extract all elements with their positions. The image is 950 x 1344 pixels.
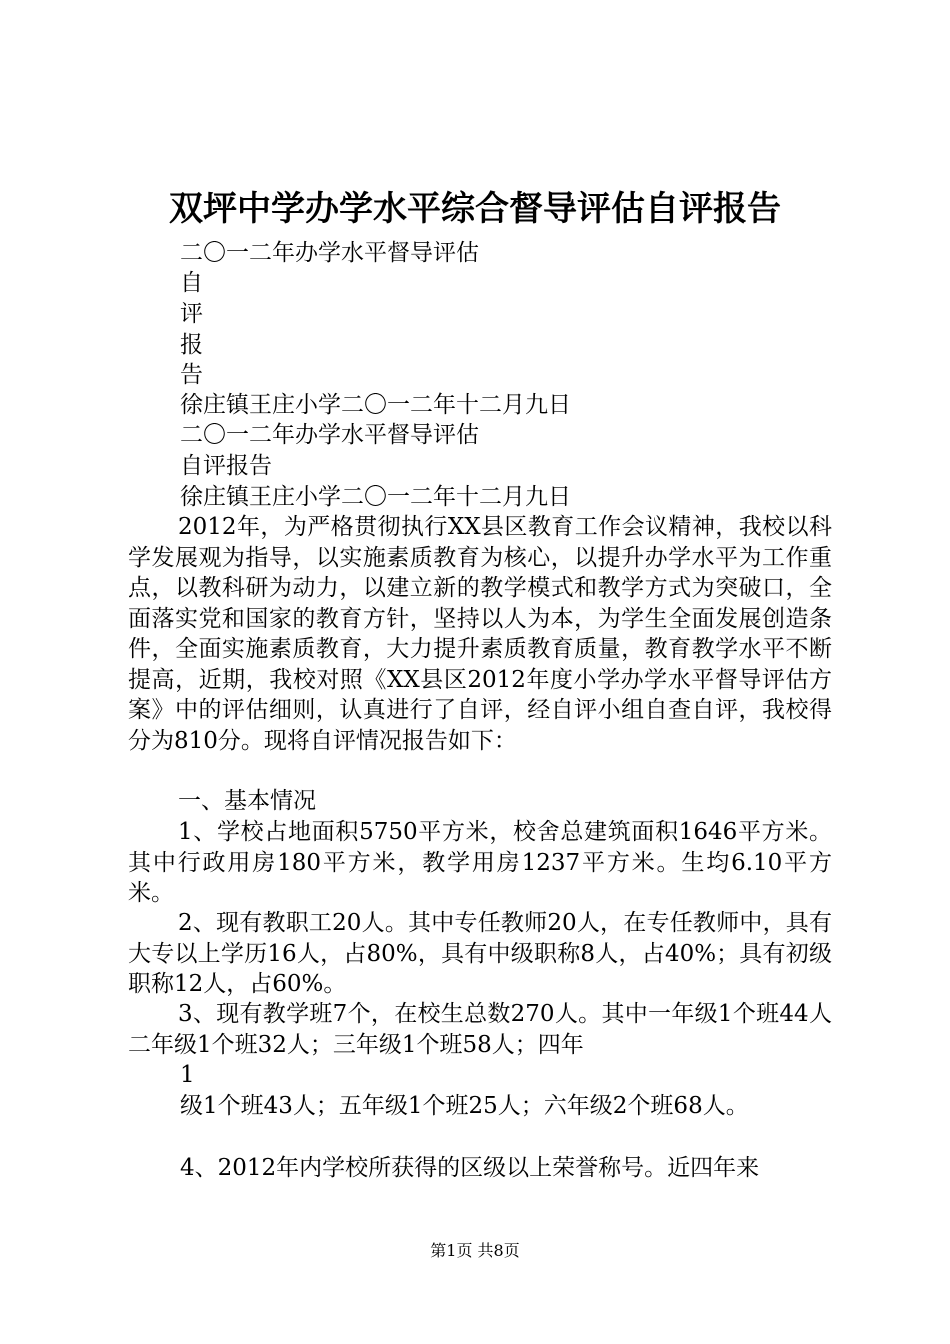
cover-line-3: 评 [180,301,203,327]
intro-paragraph: 2012年，为严格贯彻执行XX县区教育工作会议精神，我校以科学发展观为指导，以实施素质教育为核心，以提升办学水平为工作重点，以教科研为动力，以建立新的教学模式和教学方式为突破口，全面落实党和国家的教育方针，坚持以人为本，为学生全面发展创造条件，全面实施素质教育，大力提升素质教育质量，教育教学水平不断提高，近期，我校对照《XX县区2012年度小学办学水平督导评估方案》中的评估细则，认真进行了自评，经自评小组自查自评，我校得分为810分。现将自评情况报告如下： [128,514,832,754]
document-title: 双坪中学办学水平综合督导评估自评报告 [169,189,781,229]
cover-line-1: 二〇一二年办学水平督导评估 [180,240,479,266]
cover-line-6: 徐庄镇王庄小学二〇一二年十二月九日 [180,392,571,418]
cover-line-5: 告 [180,362,203,388]
cover-line-4: 报 [180,332,203,358]
page-marker: 1 [180,1062,195,1088]
cover-line-2: 自 [180,270,203,296]
cover-line-9: 徐庄镇王庄小学二〇一二年十二月九日 [180,484,571,510]
item-1-paragraph: 1、学校占地面积5750平方米，校舍总建筑面积1646平方米。其中行政用房180平方米，教学用房1237平方米。生均6.10平方米。 [128,819,832,906]
cover-line-8: 自评报告 [180,453,272,479]
item-4-paragraph: 4、2012年内学校所获得的区级以上荣誉称号。近四年来 [180,1155,760,1181]
cover-line-7: 二〇一二年办学水平督导评估 [180,422,479,448]
item-3-paragraph: 3、现有教学班7个，在校生总数270人。其中一年级1个班44人二年级1个班32人；三年级1个班58人；四年 [128,1001,832,1058]
page-footer: 第1页 共8页 [430,1241,520,1260]
item-3-continuation: 级1个班43人；五年级1个班25人；六年级2个班68人。 [180,1093,749,1119]
section-heading-basic: 一、基本情况 [178,788,316,814]
item-2-paragraph: 2、现有教职工20人。其中专任教师20人，在专任教师中，具有大专以上学历16人，占80%，具有中级职称8人，占40%；具有初级职称12人，占60%。 [128,910,832,997]
